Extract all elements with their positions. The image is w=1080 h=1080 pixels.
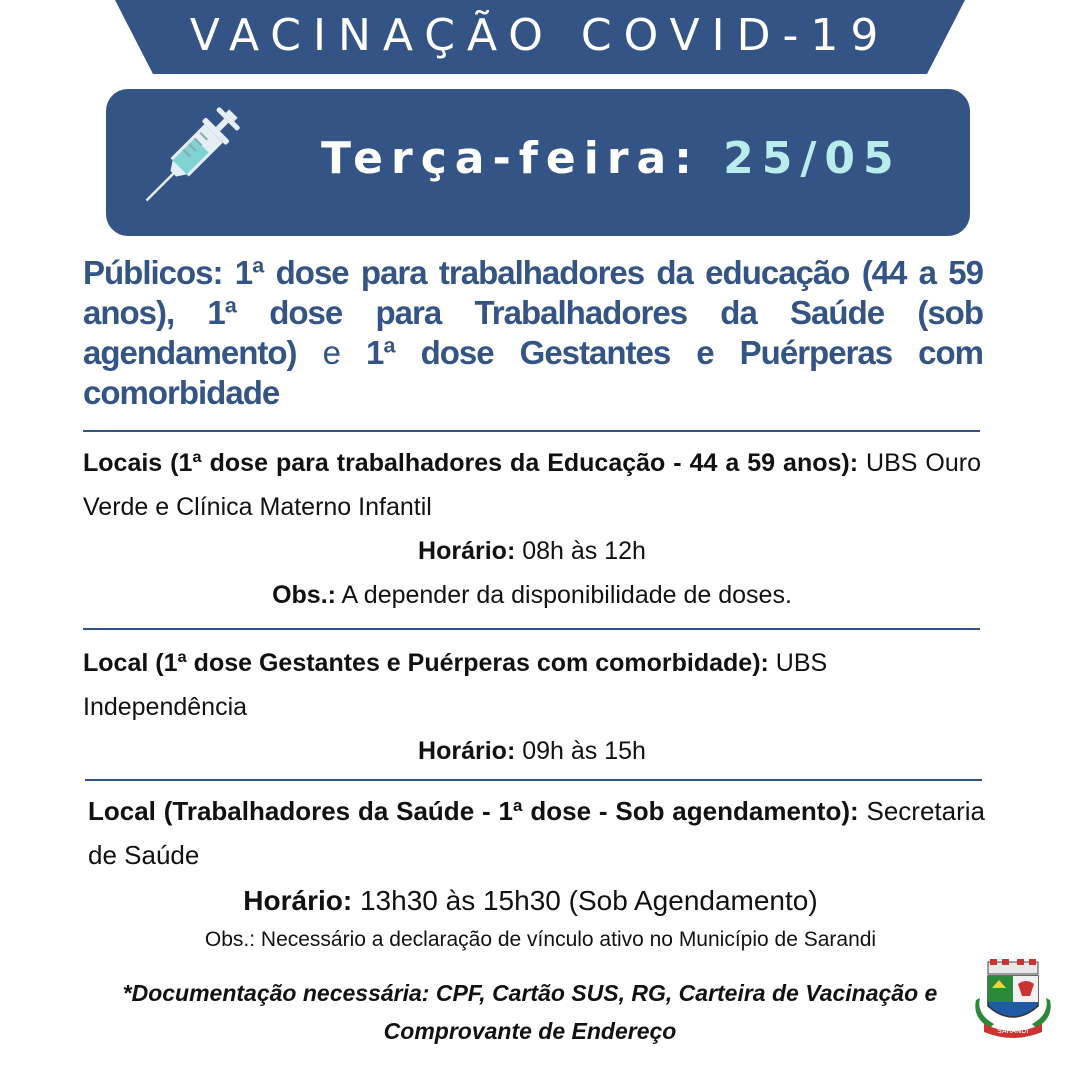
crest-text: SARANDI xyxy=(997,1027,1029,1035)
obs-label: Obs.: xyxy=(272,581,336,609)
date-box xyxy=(106,89,970,236)
section-saude-places: Secretaria de Saúde xyxy=(88,796,985,870)
publicos-part1: Públicos: 1ª dose para trabalhadores da educação (44 a 59 anos), 1ª dose para Trabalhadores da Saúde (sob agendamento) xyxy=(83,254,983,371)
section-gestantes xyxy=(83,641,981,773)
section-saude-title: Local (Trabalhadores da Saúde - 1ª dose - Sob agendamento): xyxy=(88,796,859,826)
section-educacao-places: UBS Ouro Verde e Clínica Materno Infantil xyxy=(83,449,982,521)
section-saude-obs: Obs.: Necessário a declaração de vínculo ativo no Município de Sarandi xyxy=(204,928,877,951)
section-educacao-location xyxy=(83,441,981,529)
section-saude xyxy=(88,789,985,925)
day-label: Terça-feira: xyxy=(321,133,724,184)
publicos-connector: e xyxy=(296,334,366,371)
divider xyxy=(83,430,980,432)
horario-value: 09h às 15h xyxy=(515,737,646,765)
section-gestantes-places: UBS Independência xyxy=(83,649,828,721)
page-title: VACINAÇÃO COVID-19 xyxy=(189,10,891,61)
date-value: 25/05 xyxy=(723,133,902,184)
horario-label: Horário: xyxy=(418,537,516,565)
divider xyxy=(83,628,980,630)
publicos-part2: 1ª dose Gestantes e Puérperas com comorbidade xyxy=(83,334,983,411)
section-saude-location xyxy=(88,789,985,877)
section-educacao-obs xyxy=(83,573,981,617)
section-gestantes-title: Local (1ª dose Gestantes e Puérperas com comorbidade): xyxy=(83,649,769,677)
section-educacao-horario xyxy=(83,529,981,573)
obs-value: A depender da disponibilidade de doses. xyxy=(335,581,792,609)
horario-label: Horário: xyxy=(418,737,516,765)
date-heading xyxy=(321,133,902,184)
section-gestantes-horario xyxy=(83,729,981,773)
sarandi-crest-logo xyxy=(972,958,1054,1040)
horario-label: Horário: xyxy=(243,885,353,916)
section-gestantes-location xyxy=(83,641,981,729)
divider xyxy=(85,779,982,781)
publicos-text xyxy=(83,253,983,413)
documentation-note: *Documentação necessária: CPF, Cartão SUS, RG, Carteira de Vacinação e Comprovante de Endereço xyxy=(122,980,938,1044)
section-educacao xyxy=(83,441,981,617)
section-educacao-title: Locais (1ª dose para trabalhadores da Educação - 44 a 59 anos): xyxy=(83,449,859,477)
horario-value: 08h às 12h xyxy=(515,537,646,565)
section-saude-horario xyxy=(76,877,985,925)
syringe-icon xyxy=(136,101,246,211)
horario-value: 13h30 às 15h30 (Sob Agendamento) xyxy=(352,885,818,916)
